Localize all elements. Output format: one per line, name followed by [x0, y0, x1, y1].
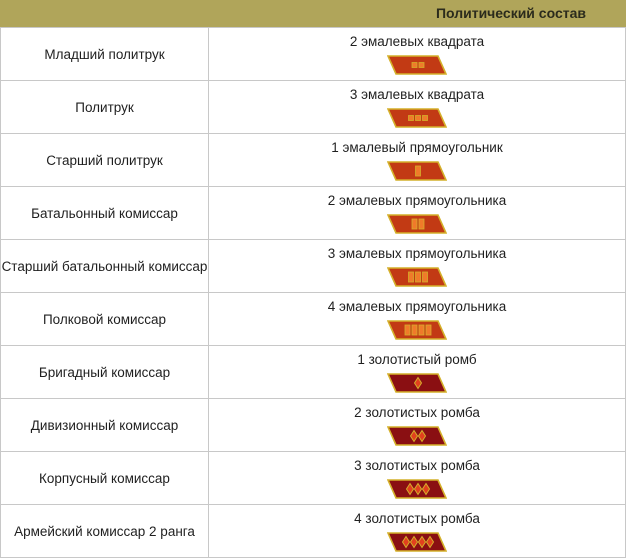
square-badge: [412, 63, 417, 68]
square-badge: [423, 116, 428, 121]
rank-name-cell: Старший политрук: [1, 134, 209, 187]
rectangle-badge: [426, 325, 431, 335]
ranks-table-body: [1, 28, 626, 558]
rank-name-cell: Бригадный комиссар: [1, 346, 209, 399]
insignia-cell: [209, 452, 626, 505]
rank-name-cell: Батальонный комиссар: [1, 187, 209, 240]
rectangle-badge: [405, 325, 410, 335]
collar-tab-image: [387, 426, 447, 446]
insignia-description: 3 золотистых ромба: [354, 458, 480, 473]
collar-tab-image: [387, 161, 447, 181]
rectangle-badge: [416, 272, 421, 282]
rank-name-cell: Корпусный комиссар: [1, 452, 209, 505]
insignia-cell: [209, 81, 626, 134]
collar-tab-image: [387, 320, 447, 340]
collar-tab-image: [387, 214, 447, 234]
insignia-cell: [209, 293, 626, 346]
insignia-description: 3 эмалевых прямоугольника: [327, 246, 507, 261]
insignia-cell: [209, 346, 626, 399]
square-badge: [409, 116, 414, 121]
table-row: [1, 187, 626, 240]
insignia-cell: [209, 28, 626, 81]
insignia-description: 2 золотистых ромба: [354, 405, 480, 420]
rectangle-badge: [412, 325, 417, 335]
insignia-cell: [209, 505, 626, 558]
section-title: Политический состав: [435, 5, 586, 21]
table-row: [1, 293, 626, 346]
table-row: [1, 346, 626, 399]
rectangle-badge: [416, 166, 421, 176]
rectangle-badge: [409, 272, 414, 282]
rank-name-cell: Младший политрук: [1, 28, 209, 81]
square-badge: [419, 63, 424, 68]
insignia-description: 2 эмалевых прямоугольника: [327, 193, 507, 208]
rank-name-cell: Полковой комиссар: [1, 293, 209, 346]
insignia-description: 4 золотистых ромба: [354, 511, 480, 526]
insignia-description: 4 эмалевых прямоугольника: [327, 299, 507, 314]
insignia-cell: [209, 399, 626, 452]
collar-tab-image: [387, 267, 447, 287]
insignia-description: 1 эмалевый прямоугольник: [331, 140, 503, 155]
insignia-description: 1 золотистый ромб: [357, 352, 477, 367]
collar-tab-image: [387, 108, 447, 128]
rectangle-badge: [419, 325, 424, 335]
collar-tab-image: [387, 479, 447, 499]
insignia-description: 2 эмалевых квадрата: [349, 34, 485, 49]
rectangle-badge: [423, 272, 428, 282]
ranks-table: [0, 27, 626, 558]
collar-tab-image: [387, 373, 447, 393]
insignia-cell: [209, 240, 626, 293]
table-row: [1, 505, 626, 558]
table-row: [1, 399, 626, 452]
rank-name-cell: Армейский комиссар 2 ранга: [1, 505, 209, 558]
table-row: [1, 81, 626, 134]
table-row: [1, 452, 626, 505]
rank-name-cell: Дивизионный комиссар: [1, 399, 209, 452]
collar-tab-image: [387, 532, 447, 552]
rectangle-badge: [412, 219, 417, 229]
collar-tab-image: [387, 55, 447, 75]
insignia-description: 3 эмалевых квадрата: [349, 87, 485, 102]
square-badge: [416, 116, 421, 121]
table-row: [1, 134, 626, 187]
table-header-bar: [0, 0, 626, 28]
table-row: [1, 240, 626, 293]
rectangle-badge: [419, 219, 424, 229]
table-row: [1, 28, 626, 81]
insignia-cell: [209, 187, 626, 240]
insignia-cell: [209, 134, 626, 187]
rank-name-cell: Политрук: [1, 81, 209, 134]
rank-name-cell: Старший батальонный комиссар: [1, 240, 209, 293]
